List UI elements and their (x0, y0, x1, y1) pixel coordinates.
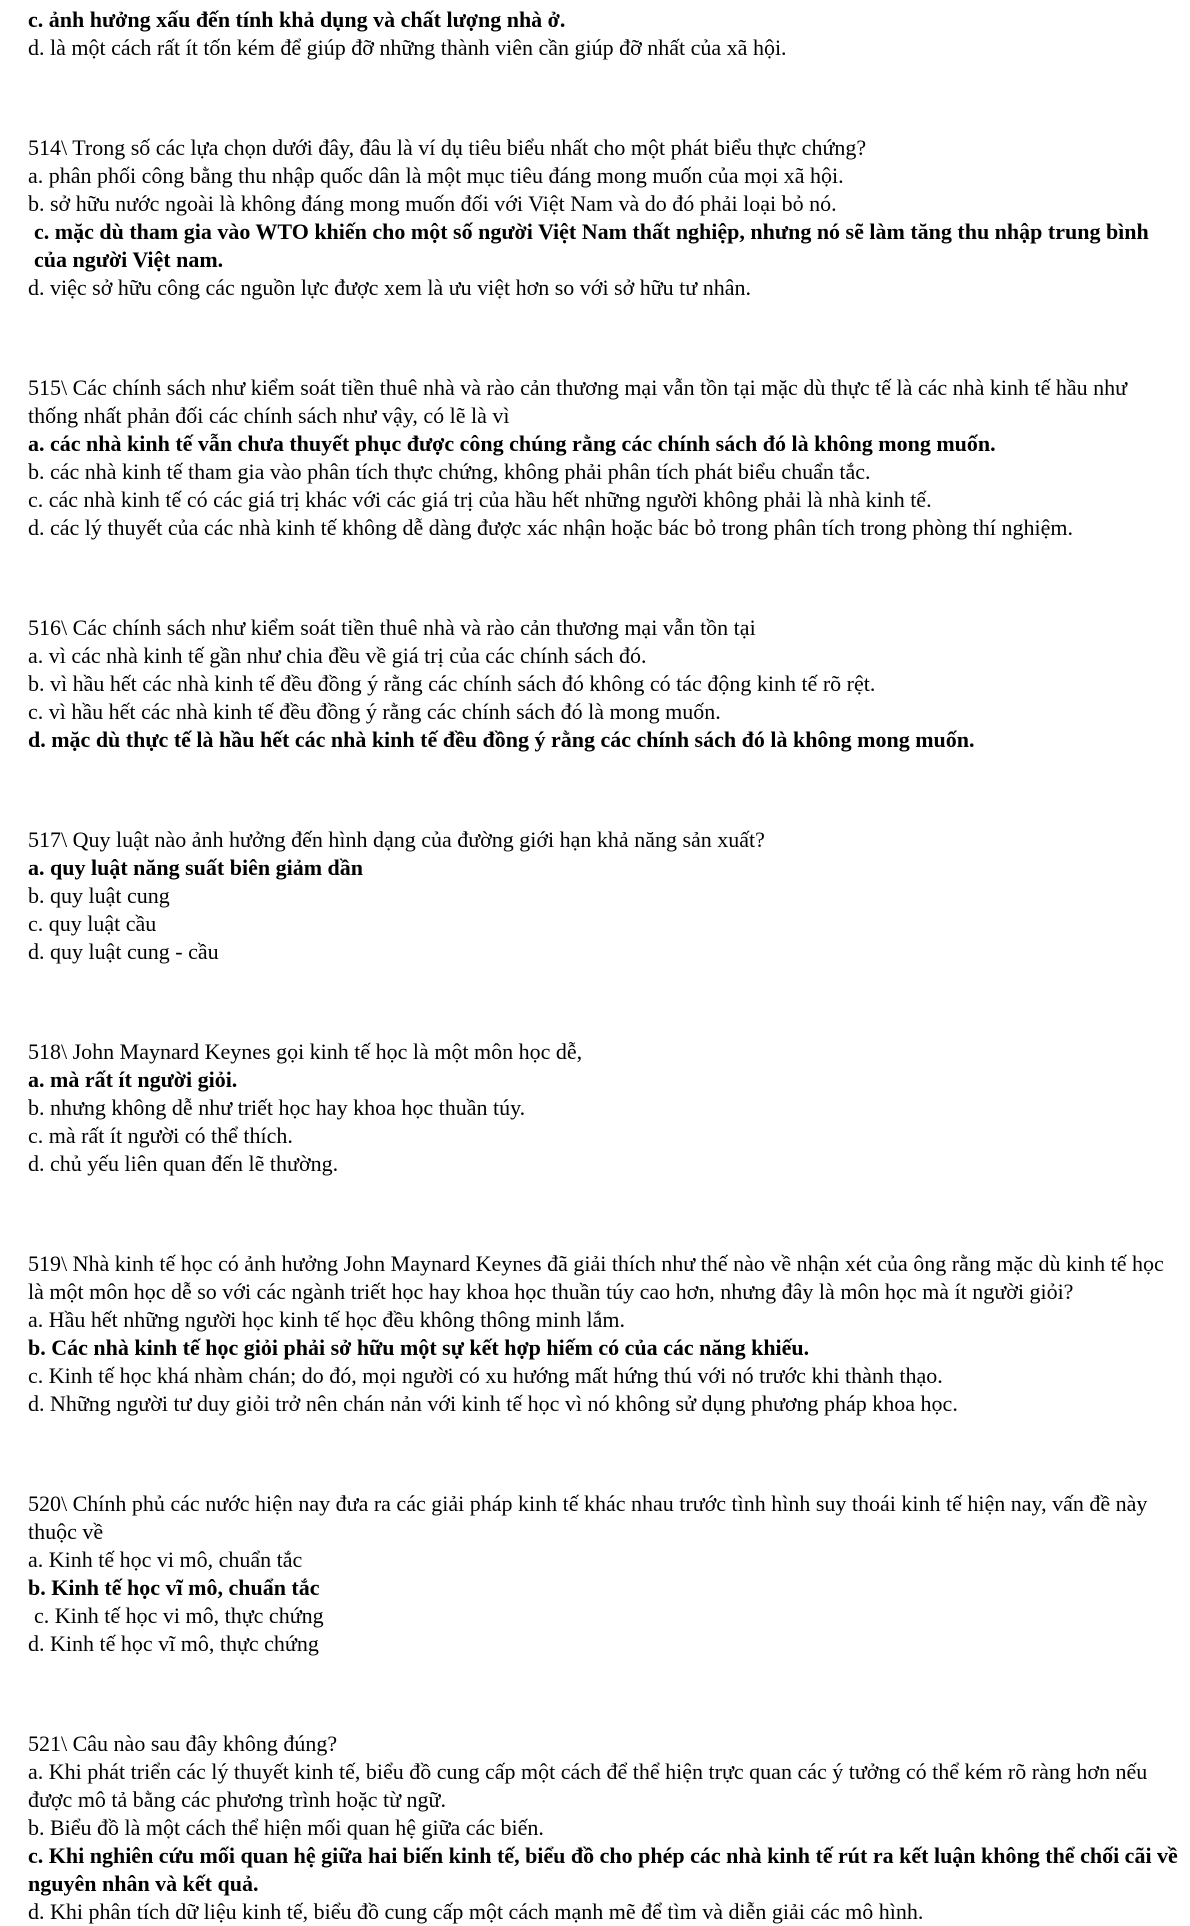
text-line: c. các nhà kinh tế có các giá trị khác với các giá trị của hầu hết những người không phải là nhà kinh tế. (28, 487, 932, 512)
text-line: d. Những người tư duy giỏi trở nên chán nản với kinh tế học vì nó không sử dụng phương pháp khoa học. (28, 1391, 958, 1416)
text-line: c. vì hầu hết các nhà kinh tế đều đồng ý rằng các chính sách đó là mong muốn. (28, 699, 721, 724)
text-line: b. Biểu đồ là một cách thể hiện mối quan hệ giữa các biến. (28, 1815, 544, 1840)
text-line: b. sở hữu nước ngoài là không đáng mong muốn đối với Việt Nam và do đó phải loại bỏ nó. (28, 191, 837, 216)
text-line: 519\ Nhà kinh tế học có ảnh hưởng John Maynard Keynes đã giải thích như thế nào về nhận xét của ông rằng mặc dù kinh tế học là một môn học dễ so với các ngành triết học hay khoa học thuần túy cao hơn, nhưng đây là môn học mà ít người giỏi? (28, 1251, 1164, 1304)
text-line: d. Khi phân tích dữ liệu kinh tế, biểu đồ cung cấp một cách mạnh mẽ để tìm và diễn giải các mô hình. (28, 1899, 924, 1924)
document-page (28, 6, 1178, 1926)
text-line: b. quy luật cung (28, 883, 170, 908)
text-line: 514\ Trong số các lựa chọn dưới đây, đâu là ví dụ tiêu biểu nhất cho một phát biểu thực chứng? (28, 135, 867, 160)
text-line: d. là một cách rất ít tốn kém để giúp đỡ những thành viên cần giúp đỡ nhất của xã hội. (28, 35, 787, 60)
text-line: c. mà rất ít người có thể thích. (28, 1123, 293, 1148)
text-line: d. quy luật cung - cầu (28, 939, 219, 964)
paragraph-gap (28, 1440, 1178, 1468)
paragraph-gap (28, 564, 1178, 592)
text-line: d. chủ yếu liên quan đến lẽ thường. (28, 1151, 339, 1176)
paragraph-gap (28, 84, 1178, 112)
text-line: d. Kinh tế học vĩ mô, thực chứng (28, 1631, 319, 1656)
text-line: a. Khi phát triển các lý thuyết kinh tế, biểu đồ cung cấp một cách để thể hiện trực quan các ý tưởng có thể kém rõ ràng hơn nếu được mô tả bằng các phương trình hoặc từ ngữ. (28, 1759, 1148, 1812)
answer-line-correct: a. quy luật năng suất biên giảm dần (28, 855, 363, 880)
text-line: 521\ Câu nào sau đây không đúng? (28, 1731, 338, 1756)
text-line: c. Kinh tế học khá nhàm chán; do đó, mọi người có xu hướng mất hứng thú với nó trước khi thành thạo. (28, 1363, 943, 1388)
answer-line-correct: c. mặc dù tham gia vào WTO khiến cho một số người Việt Nam thất nghiệp, nhưng nó sẽ làm tăng thu nhập trung bình của người Việt nam. (34, 219, 1149, 272)
text-line: b. các nhà kinh tế tham gia vào phân tích thực chứng, không phải phân tích phát biểu chuẩn tắc. (28, 459, 871, 484)
paragraph-gap (28, 1200, 1178, 1228)
answer-line-correct: c. Khi nghiên cứu mối quan hệ giữa hai biến kinh tế, biểu đồ cho phép các nhà kinh tế rút ra kết luận không thể chối cãi về nguyên nhân và kết quả. (28, 1843, 1178, 1896)
answer-line-correct: d. mặc dù thực tế là hầu hết các nhà kinh tế đều đồng ý rằng các chính sách đó là không mong muốn. (28, 727, 975, 752)
paragraph-gap (28, 776, 1178, 804)
paragraph-gap (28, 324, 1178, 352)
text-line: c. Kinh tế học vi mô, thực chứng (34, 1603, 324, 1628)
paragraph-gap (28, 1680, 1178, 1708)
answer-line-correct: a. mà rất ít người giỏi. (28, 1067, 238, 1092)
answer-line-correct: a. các nhà kinh tế vẫn chưa thuyết phục được công chúng rằng các chính sách đó là không mong muốn. (28, 431, 996, 456)
text-line: b. vì hầu hết các nhà kinh tế đều đồng ý rằng các chính sách đó không có tác động kinh tế rõ rệt. (28, 671, 876, 696)
answer-line-correct: c. ảnh hưởng xấu đến tính khả dụng và chất lượng nhà ở. (28, 7, 566, 32)
text-line: d. việc sở hữu công các nguồn lực được xem là ưu việt hơn so với sở hữu tư nhân. (28, 275, 751, 300)
text-line: c. quy luật cầu (28, 911, 157, 936)
text-line: a. Kinh tế học vi mô, chuẩn tắc (28, 1547, 303, 1572)
text-line: 516\ Các chính sách như kiểm soát tiền thuê nhà và rào cản thương mại vẫn tồn tại (28, 615, 756, 640)
text-line: 518\ John Maynard Keynes gọi kinh tế học là một môn học dễ, (28, 1039, 583, 1064)
text-line: 515\ Các chính sách như kiểm soát tiền thuê nhà và rào cản thương mại vẫn tồn tại mặc dù thực tế là các nhà kinh tế hầu như thống nhất phản đối các chính sách như vậy, có lẽ là vì (28, 375, 1128, 428)
paragraph-gap (28, 988, 1178, 1016)
text-line: 517\ Quy luật nào ảnh hưởng đến hình dạng của đường giới hạn khả năng sản xuất? (28, 827, 765, 852)
text-line: a. phân phối công bằng thu nhập quốc dân là một mục tiêu đáng mong muốn của mọi xã hội. (28, 163, 844, 188)
text-line: a. Hầu hết những người học kinh tế học đều không thông minh lắm. (28, 1307, 625, 1332)
text-line: a. vì các nhà kinh tế gần như chia đều về giá trị của các chính sách đó. (28, 643, 647, 668)
text-line: d. các lý thuyết của các nhà kinh tế không dễ dàng được xác nhận hoặc bác bỏ trong phân tích trong phòng thí nghiệm. (28, 515, 1074, 540)
answer-line-correct: b. Các nhà kinh tế học giỏi phải sở hữu một sự kết hợp hiếm có của các năng khiếu. (28, 1335, 810, 1360)
answer-line-correct: b. Kinh tế học vĩ mô, chuẩn tắc (28, 1575, 320, 1600)
text-line: b. nhưng không dễ như triết học hay khoa học thuần túy. (28, 1095, 526, 1120)
text-line: 520\ Chính phủ các nước hiện nay đưa ra các giải pháp kinh tế khác nhau trước tình hình suy thoái kinh tế hiện nay, vấn đề này thuộc về (28, 1491, 1148, 1544)
